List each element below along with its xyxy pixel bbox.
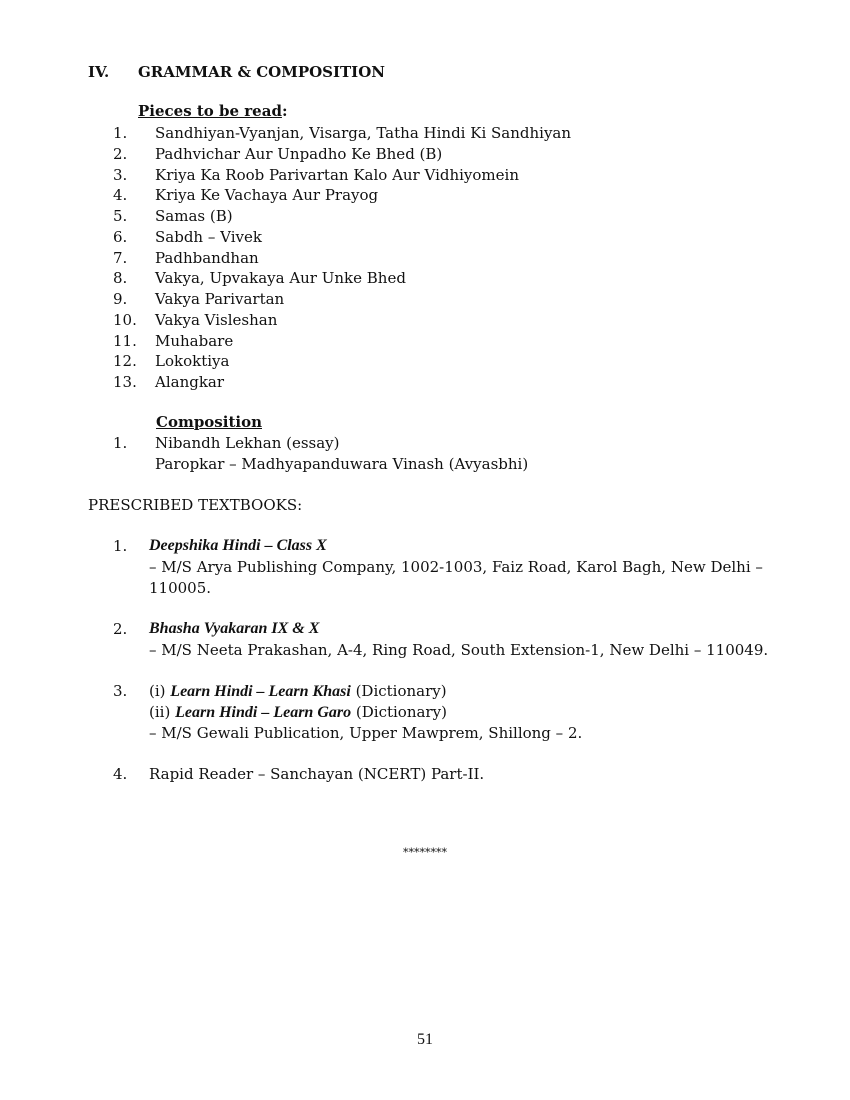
piece-number: 11.	[113, 331, 137, 350]
piece-number: 5.	[113, 207, 128, 225]
piece-item: Kriya Ke Vachaya Aur Prayog	[155, 186, 379, 205]
piece-item: Vakya Visleshan	[155, 310, 278, 329]
textbooks-heading: PRESCRIBED TEXTBOOKS:	[88, 496, 303, 514]
textbook-publisher: – M/S Arya Publishing Company, 1002-1003, Faiz Road, Karol Bagh, New Delhi –	[149, 558, 763, 576]
textbook-publisher: 110005.	[149, 579, 212, 597]
textbook-publisher: – M/S Gewali Publication, Upper Mawprem, Shillong – 2.	[149, 724, 583, 742]
piece-number: 10.	[113, 310, 137, 329]
composition-line: Paropkar – Madhyapanduwara Vinash (Avyasbhi)	[155, 455, 529, 473]
textbook-number: 2.	[113, 620, 128, 638]
piece-item: Vakya Parivartan	[155, 290, 285, 308]
piece-number: 7.	[113, 248, 128, 267]
entry-suffix: (Dictionary)	[355, 703, 447, 721]
pieces-heading	[138, 101, 287, 121]
composition-line: Nibandh Lekhan (essay)	[155, 434, 340, 452]
textbook-title: Learn Hindi – Learn Khasi	[170, 683, 351, 700]
piece-item: Samas (B)	[155, 207, 233, 225]
composition-heading: Composition	[156, 413, 262, 431]
textbook-number: 4.	[113, 765, 128, 783]
textbook-title: Rapid Reader – Sanchayan (NCERT) Part-II.	[149, 765, 485, 783]
textbook-entry	[149, 702, 447, 723]
page-number: 51	[417, 1031, 433, 1048]
pieces-heading-text: Pieces to be read	[138, 102, 282, 120]
textbook-number: 1.	[113, 537, 128, 555]
composition-number: 1.	[113, 434, 128, 452]
piece-number: 9.	[113, 290, 128, 308]
piece-item: Muhabare	[155, 331, 234, 350]
textbook-number: 3.	[113, 682, 128, 700]
separator: ********	[403, 846, 447, 859]
piece-number: 1.	[113, 124, 128, 142]
piece-item: Padhbandhan	[155, 248, 259, 267]
entry-prefix: (i)	[149, 682, 166, 700]
piece-number: 3.	[113, 165, 128, 184]
piece-number: 12.	[113, 352, 137, 371]
pieces-heading-colon: :	[281, 102, 288, 120]
piece-number: 6.	[113, 227, 128, 246]
entry-suffix: (Dictionary)	[355, 682, 447, 700]
textbook-title: Deepshika Hindi – Class X	[149, 537, 327, 554]
piece-number: 13.	[113, 373, 137, 391]
piece-item: Padhvichar Aur Unpadho Ke Bhed (B)	[155, 144, 443, 163]
piece-item: Sabdh – Vivek	[155, 227, 262, 246]
textbook-entry	[149, 681, 447, 702]
piece-item: Sandhiyan-Vyanjan, Visarga, Tatha Hindi Ki Sandhiyan	[155, 124, 572, 142]
textbook-title: Bhasha Vyakaran IX & X	[149, 620, 320, 637]
piece-item: Alangkar	[155, 373, 225, 391]
textbook-title: Learn Hindi – Learn Garo	[175, 704, 352, 721]
piece-item: Lokoktiya	[155, 352, 230, 371]
section-title: GRAMMAR & COMPOSITION	[138, 63, 385, 81]
section-numeral: IV.	[88, 63, 110, 81]
piece-number: 4.	[113, 186, 128, 205]
textbook-publisher: – M/S Neeta Prakashan, A-4, Ring Road, South Extension-1, New Delhi – 110049.	[149, 641, 769, 659]
piece-item: Kriya Ka Roob Parivartan Kalo Aur Vidhiyomein	[155, 165, 519, 184]
piece-number: 2.	[113, 144, 128, 163]
piece-item: Vakya, Upvakaya Aur Unke Bhed	[155, 269, 406, 288]
entry-prefix: (ii)	[149, 703, 171, 721]
piece-number: 8.	[113, 269, 128, 288]
